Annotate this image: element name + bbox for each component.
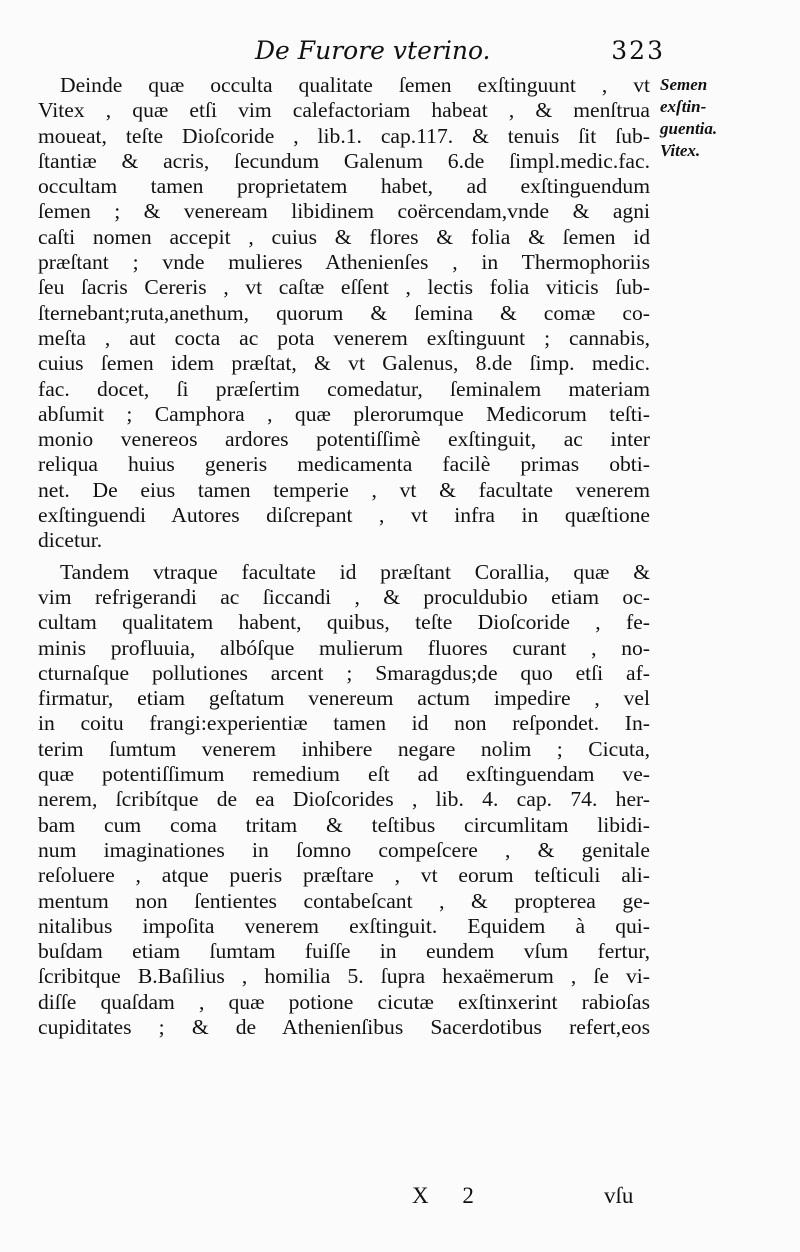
running-title: De Furore vterino. (255, 36, 491, 65)
text-line: in coitu frangi:experientiæ tamen id non reſpondet. In- (38, 711, 650, 736)
text-line: abſumit ; Camphora , quæ plerorumque Medicorum teſti- (38, 401, 650, 426)
text-line: diſſe quaſdam , quæ potione cicutæ exſtinxerint rabioſas (38, 989, 650, 1014)
text-line: cupiditates ; & de Athenienſibus Sacerdotibus refert,eos (38, 1014, 650, 1039)
text-line: ſeu ſacris Cereris , vt caſtæ eſſent , lectis folia viticis ſub- (38, 275, 650, 300)
text-line: num imaginationes in ſomno compeſcere , & genitale (38, 837, 650, 862)
text-line: moueat, teſte Dioſcoride , lib.1. cap.117. & tenuis ſit ſub- (38, 123, 650, 148)
text-line: vim refrigerandi ac ſiccandi , & proculdubio etiam oc- (38, 584, 650, 609)
paragraph (38, 560, 650, 1041)
text-line: ſemen ; & veneream libidinem coërcendam,vnde & agni (38, 199, 650, 224)
text-line: cultam qualitatem habent, quibus, teſte Dioſcoride , fe- (38, 610, 650, 635)
text-line: monio venereos ardores potentiſſimè exſtinguit, ac inter (38, 427, 650, 452)
text-line: buſdam etiam ſumtam fuiſſe in eundem vſum fertur, (38, 939, 650, 964)
text-line: occultam tamen proprietatem habet, ad exſtinguendum (38, 174, 650, 199)
text-line: nitalibus impoſita venerem exſtinguit. Equidem à qui- (38, 913, 650, 938)
margin-note: exſtin- (660, 97, 707, 116)
text-line: ſcribitque B.Baſilius , homilia 5. ſupra hexaëmerum , ſe vi- (38, 964, 650, 989)
text-line: ſtantiæ & acris, ſecundum Galenum 6.de ſimpl.medic.fac. (38, 148, 650, 173)
text-line: caſti nomen accepit , cuius & flores & folia & ſemen id (38, 224, 650, 249)
text-line: net. De eius tamen temperie , vt & facultate venerem (38, 477, 650, 502)
text-line: mentum non ſentientes contabeſcant , & propterea ge- (38, 888, 650, 913)
text-line: præſtant ; vnde mulieres Athenienſes , in Thermophoriis (38, 250, 650, 275)
text-line: terim ſumtum venerem inhibere negare nolim ; Cicuta, (38, 736, 650, 761)
text-line: Tandem vtraque facultate id præſtant Corallia, quæ & (60, 559, 650, 584)
text-line: reliqua huius generis medicamenta facilè primas obti- (38, 452, 650, 477)
text-line: ſternebant;ruta,anethum, quorum & ſemina & comæ co- (38, 300, 650, 325)
margin-note: guentia. (660, 119, 718, 138)
text-line: cuius ſemen idem præſtat, & vt Galenus, 8.de ſimp. medic. (38, 351, 650, 376)
margin-note: Semen (660, 75, 708, 94)
page-number: 323 (611, 36, 665, 65)
text-line: cturnaſque pollutiones arcent ; Smaragdus;de quo etſi af- (38, 660, 650, 685)
signature-mark: X 2 (412, 1183, 488, 1208)
text-line: exſtinguendi Autores diſcrepant , vt infra in quæſtione (38, 503, 650, 528)
text-line: Vitex , quæ etſi vim calefactoriam habeat , & menſtrua (38, 98, 650, 123)
text-line: Deinde quæ occulta qualitate ſemen exſtinguunt , vt (60, 73, 650, 97)
text-line: dicetur. (38, 528, 103, 553)
text-line: meſta , aut cocta ac pota venerem exſtinguunt ; cannabis, (38, 325, 650, 350)
text-line: nerem, ſcribítque de ea Dioſcorides , lib. 4. cap. 74. her- (38, 787, 650, 812)
paragraph (38, 73, 650, 554)
text-line: reſoluere , atque pueris præſtare , vt eorum teſticuli ali- (38, 863, 650, 888)
running-header (255, 36, 665, 72)
body-text (38, 73, 650, 1040)
page-footer (0, 1183, 800, 1223)
margin-notes (660, 74, 790, 162)
margin-note: Vitex. (660, 141, 701, 160)
text-line: bam cum coma tritam & teſtibus circumlitam libidi- (38, 812, 650, 837)
text-line: fac. docet, ſi præſertim comedatur, ſeminalem materiam (38, 376, 650, 401)
text-line: quæ potentiſſimum remedium eſt ad exſtinguendam ve- (38, 762, 650, 787)
text-line: firmatur, etiam geſtatum venereum actum impedire , vel (38, 686, 650, 711)
text-line: minis profluuia, albóſque mulierum fluores curant , no- (38, 635, 650, 660)
catchword: vſu (604, 1183, 634, 1208)
